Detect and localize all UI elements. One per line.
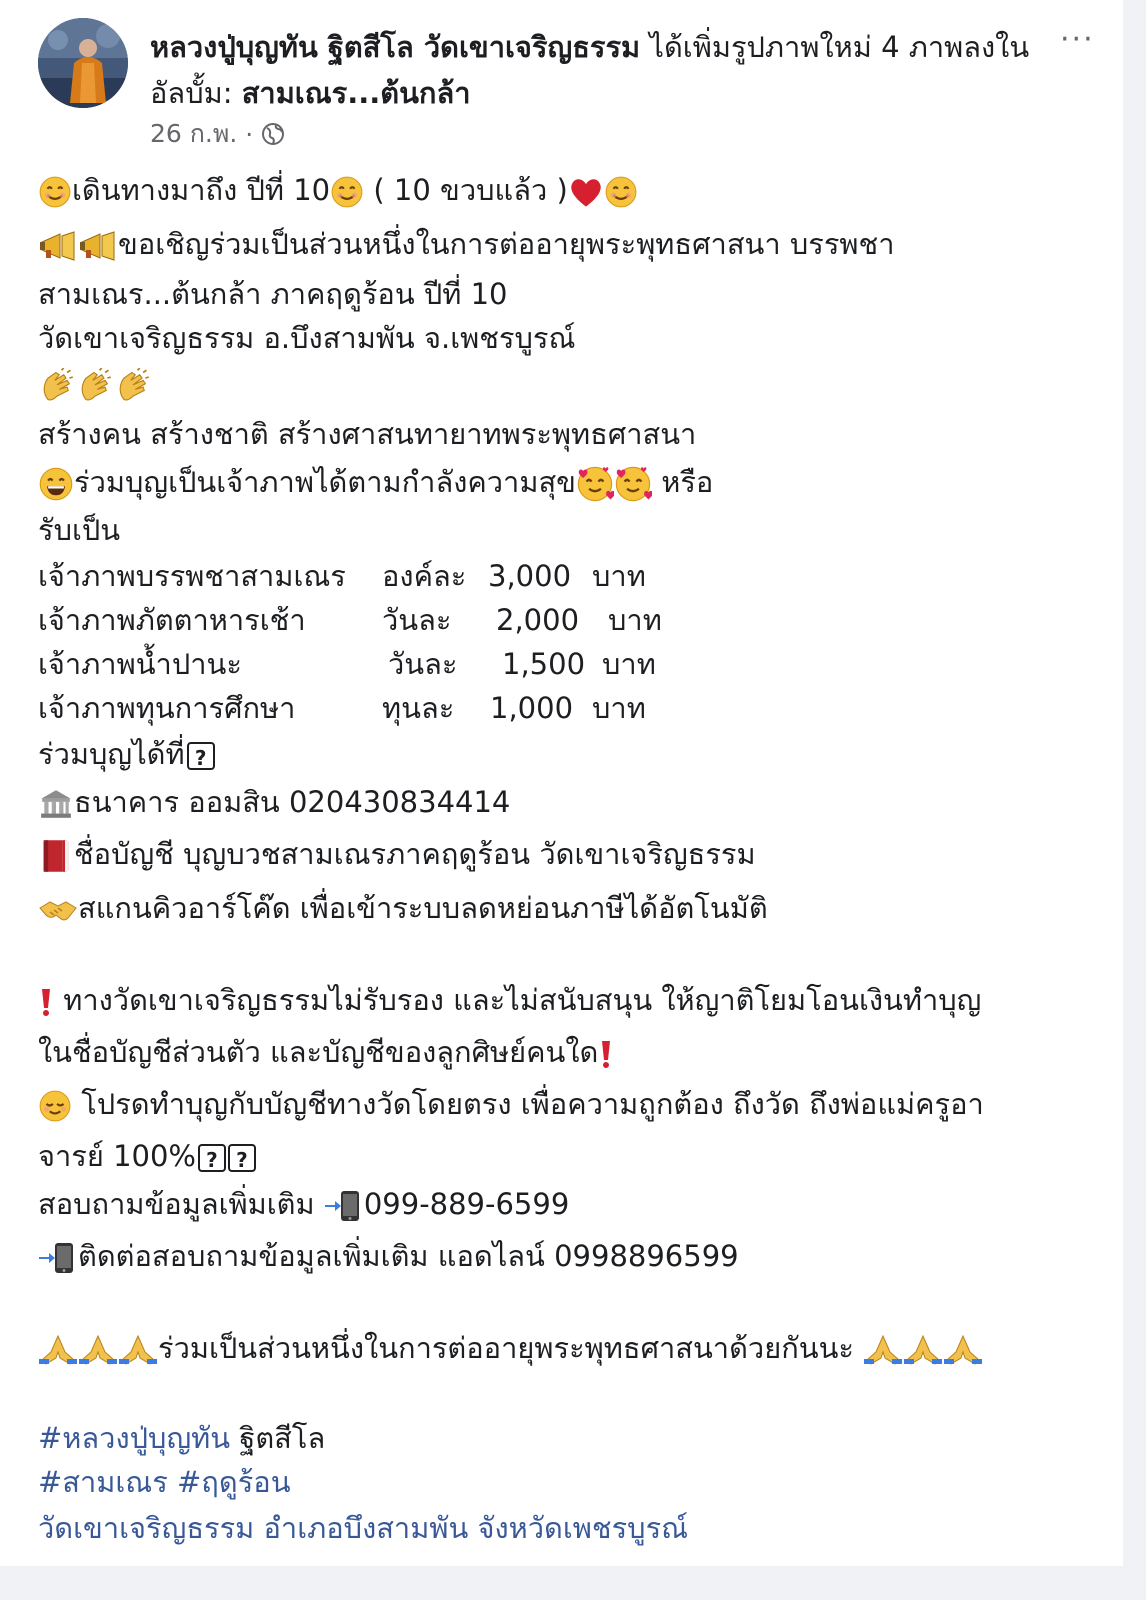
smile-emoji-icon (604, 175, 638, 209)
line-join: ร่วมบุญได้ที่ ? (38, 730, 215, 778)
line-program: สามเณร...ต้นกล้า ภาคฤดูร้อน ปีที่ 10 (38, 277, 508, 311)
praying-hands-icon (903, 1333, 943, 1367)
author-avatar[interactable] (38, 18, 128, 108)
line-contact-line: ติดต่อสอบถามข้อมูลเพิ่มเติม แอดไลน์ 0998896599 (38, 1232, 739, 1280)
relieved-face-icon (38, 1089, 72, 1123)
praying-hands-icon (78, 1333, 118, 1367)
smile-emoji-icon (330, 175, 364, 209)
clapping-hands-icon (38, 368, 76, 404)
line-location (38, 1504, 688, 1552)
price-row: เจ้าภาพทุนการศึกษา ทุนละ 1,000 บาท (38, 691, 646, 725)
page-edge-bottom (0, 1566, 1146, 1600)
globe-icon[interactable] (261, 122, 285, 146)
line-account: ชื่อบัญชี บุญบวชสามเณรภาคฤดูร้อน วัดเขาเจริญธรรม (38, 830, 756, 878)
price-row: เจ้าภาพภัตตาหารเช้า วันละ 2,000 บาท (38, 603, 662, 637)
clapping-hands-icon (114, 368, 152, 404)
line-direct-cont: จารย์ 100% ? ? (38, 1132, 256, 1180)
unknown-glyph-icon: ? (198, 1144, 226, 1172)
phone-number-link[interactable]: 099-889-6599 (363, 1187, 570, 1221)
smiling-hearts-emoji-icon (576, 465, 614, 503)
megaphone-icon (38, 230, 78, 262)
red-exclamation-icon (38, 986, 54, 1018)
post-meta (150, 114, 285, 154)
line-accept: รับเป็น (38, 513, 121, 547)
action-text: ได้เพิ่มรูปภาพใหม่ 4 ภาพลงในอัลบั้ม: (150, 30, 1030, 110)
line-direct: โปรดทำบุญกับบัญชีทางวัดโดยตรง เพื่อความถูกต้อง ถึงวัด ถึงพ่อแม่ครูอา (38, 1080, 984, 1128)
line-slogan: สร้างคน สร้างชาติ สร้างศาสนทายาทพระพุทธศาสนา (38, 417, 697, 451)
meta-separator: · (245, 119, 254, 149)
album-link[interactable]: สามเณร...ต้นกล้า (241, 76, 471, 110)
line-warning-cont: ในชื่อบัญชีส่วนตัว และบัญชีของลูกศิษย์คนใด (38, 1028, 614, 1076)
price-row: เจ้าภาพน้ำปานะ วันละ 1,500 บาท (38, 647, 656, 681)
line-bank: ธนาคาร ออมสิน 020430834414 (38, 778, 510, 826)
clapping-hands-icon (76, 368, 114, 404)
praying-hands-icon (118, 1333, 158, 1367)
line-warning: ทางวัดเขาเจริญธรรมไม่รับรอง และไม่สนับสนุน ให้ญาติโยมโอนเงินทำบุญ (38, 976, 981, 1024)
line-closing: ร่วมเป็นส่วนหนึ่งในการต่ออายุพระพุทธศาสนาด้วยกันนะ (38, 1324, 983, 1372)
line-contact-phone: สอบถามข้อมูลเพิ่มเติม 099-889-6599 (38, 1187, 570, 1221)
grinning-emoji-icon (38, 466, 74, 502)
bank-building-icon (38, 787, 74, 821)
line-invite: ขอเชิญร่วมเป็นส่วนหนึ่งในการต่ออายุพระพุทธศาสนา บรรพชา (38, 220, 895, 268)
unknown-glyph-icon: ? (187, 742, 215, 770)
praying-hands-icon (863, 1333, 903, 1367)
red-exclamation-icon (598, 1038, 614, 1070)
page-edge-right (1123, 0, 1146, 1600)
mobile-phone-arrow-icon (324, 1189, 364, 1223)
line-qr: สแกนคิวอาร์โค๊ด เพื่อเข้าระบบลดหย่อนภาษีได้อัตโนมัติ (38, 884, 768, 932)
handshake-icon (38, 894, 78, 926)
post-date[interactable]: 26 ก.พ. (150, 119, 238, 148)
line-temple: วัดเขาเจริญธรรม อ.บึงสามพัน จ.เพชรบูรณ์ (38, 321, 576, 355)
line-donate: ร่วมบุญเป็นเจ้าภาพได้ตามกำลังความสุข หรือ (38, 458, 713, 506)
hashtag-link[interactable]: #หลวงปู่บุญทัน (38, 1421, 231, 1455)
ellipsis-icon: ··· (1060, 22, 1095, 57)
praying-hands-icon (943, 1333, 983, 1367)
red-heart-icon (568, 174, 604, 210)
red-book-icon (38, 838, 74, 874)
author-name[interactable]: หลวงปู่บุญทัน ฐิตสีโล วัดเขาเจริญธรรม (150, 30, 641, 64)
mobile-phone-arrow-icon (38, 1241, 78, 1275)
hashtag-link[interactable]: #สามเณร #ฤดูร้อน (38, 1465, 291, 1499)
unknown-glyph-icon: ? (228, 1144, 256, 1172)
line-clapping (38, 360, 152, 408)
price-row: เจ้าภาพบรรพชาสามเณร องค์ละ 3,000 บาท (38, 559, 646, 593)
line-hashtag-1: #หลวงปู่บุญทัน ฐิตสีโล (38, 1421, 326, 1455)
smile-emoji-icon (38, 175, 72, 209)
smiling-hearts-emoji-icon (614, 465, 652, 503)
megaphone-icon (78, 230, 118, 262)
more-options-button[interactable] (1060, 22, 1095, 57)
location-link[interactable]: วัดเขาเจริญธรรม อำเภอบึงสามพัน จังหวัดเพชรบูรณ์ (38, 1511, 689, 1545)
praying-hands-icon (38, 1333, 78, 1367)
line-hashtag-2 (38, 1458, 291, 1506)
post-header (150, 24, 1030, 116)
line-anniversary: เดินทางมาถึง ปีที่ 10 ( 10 ขวบแล้ว ) (38, 166, 638, 214)
